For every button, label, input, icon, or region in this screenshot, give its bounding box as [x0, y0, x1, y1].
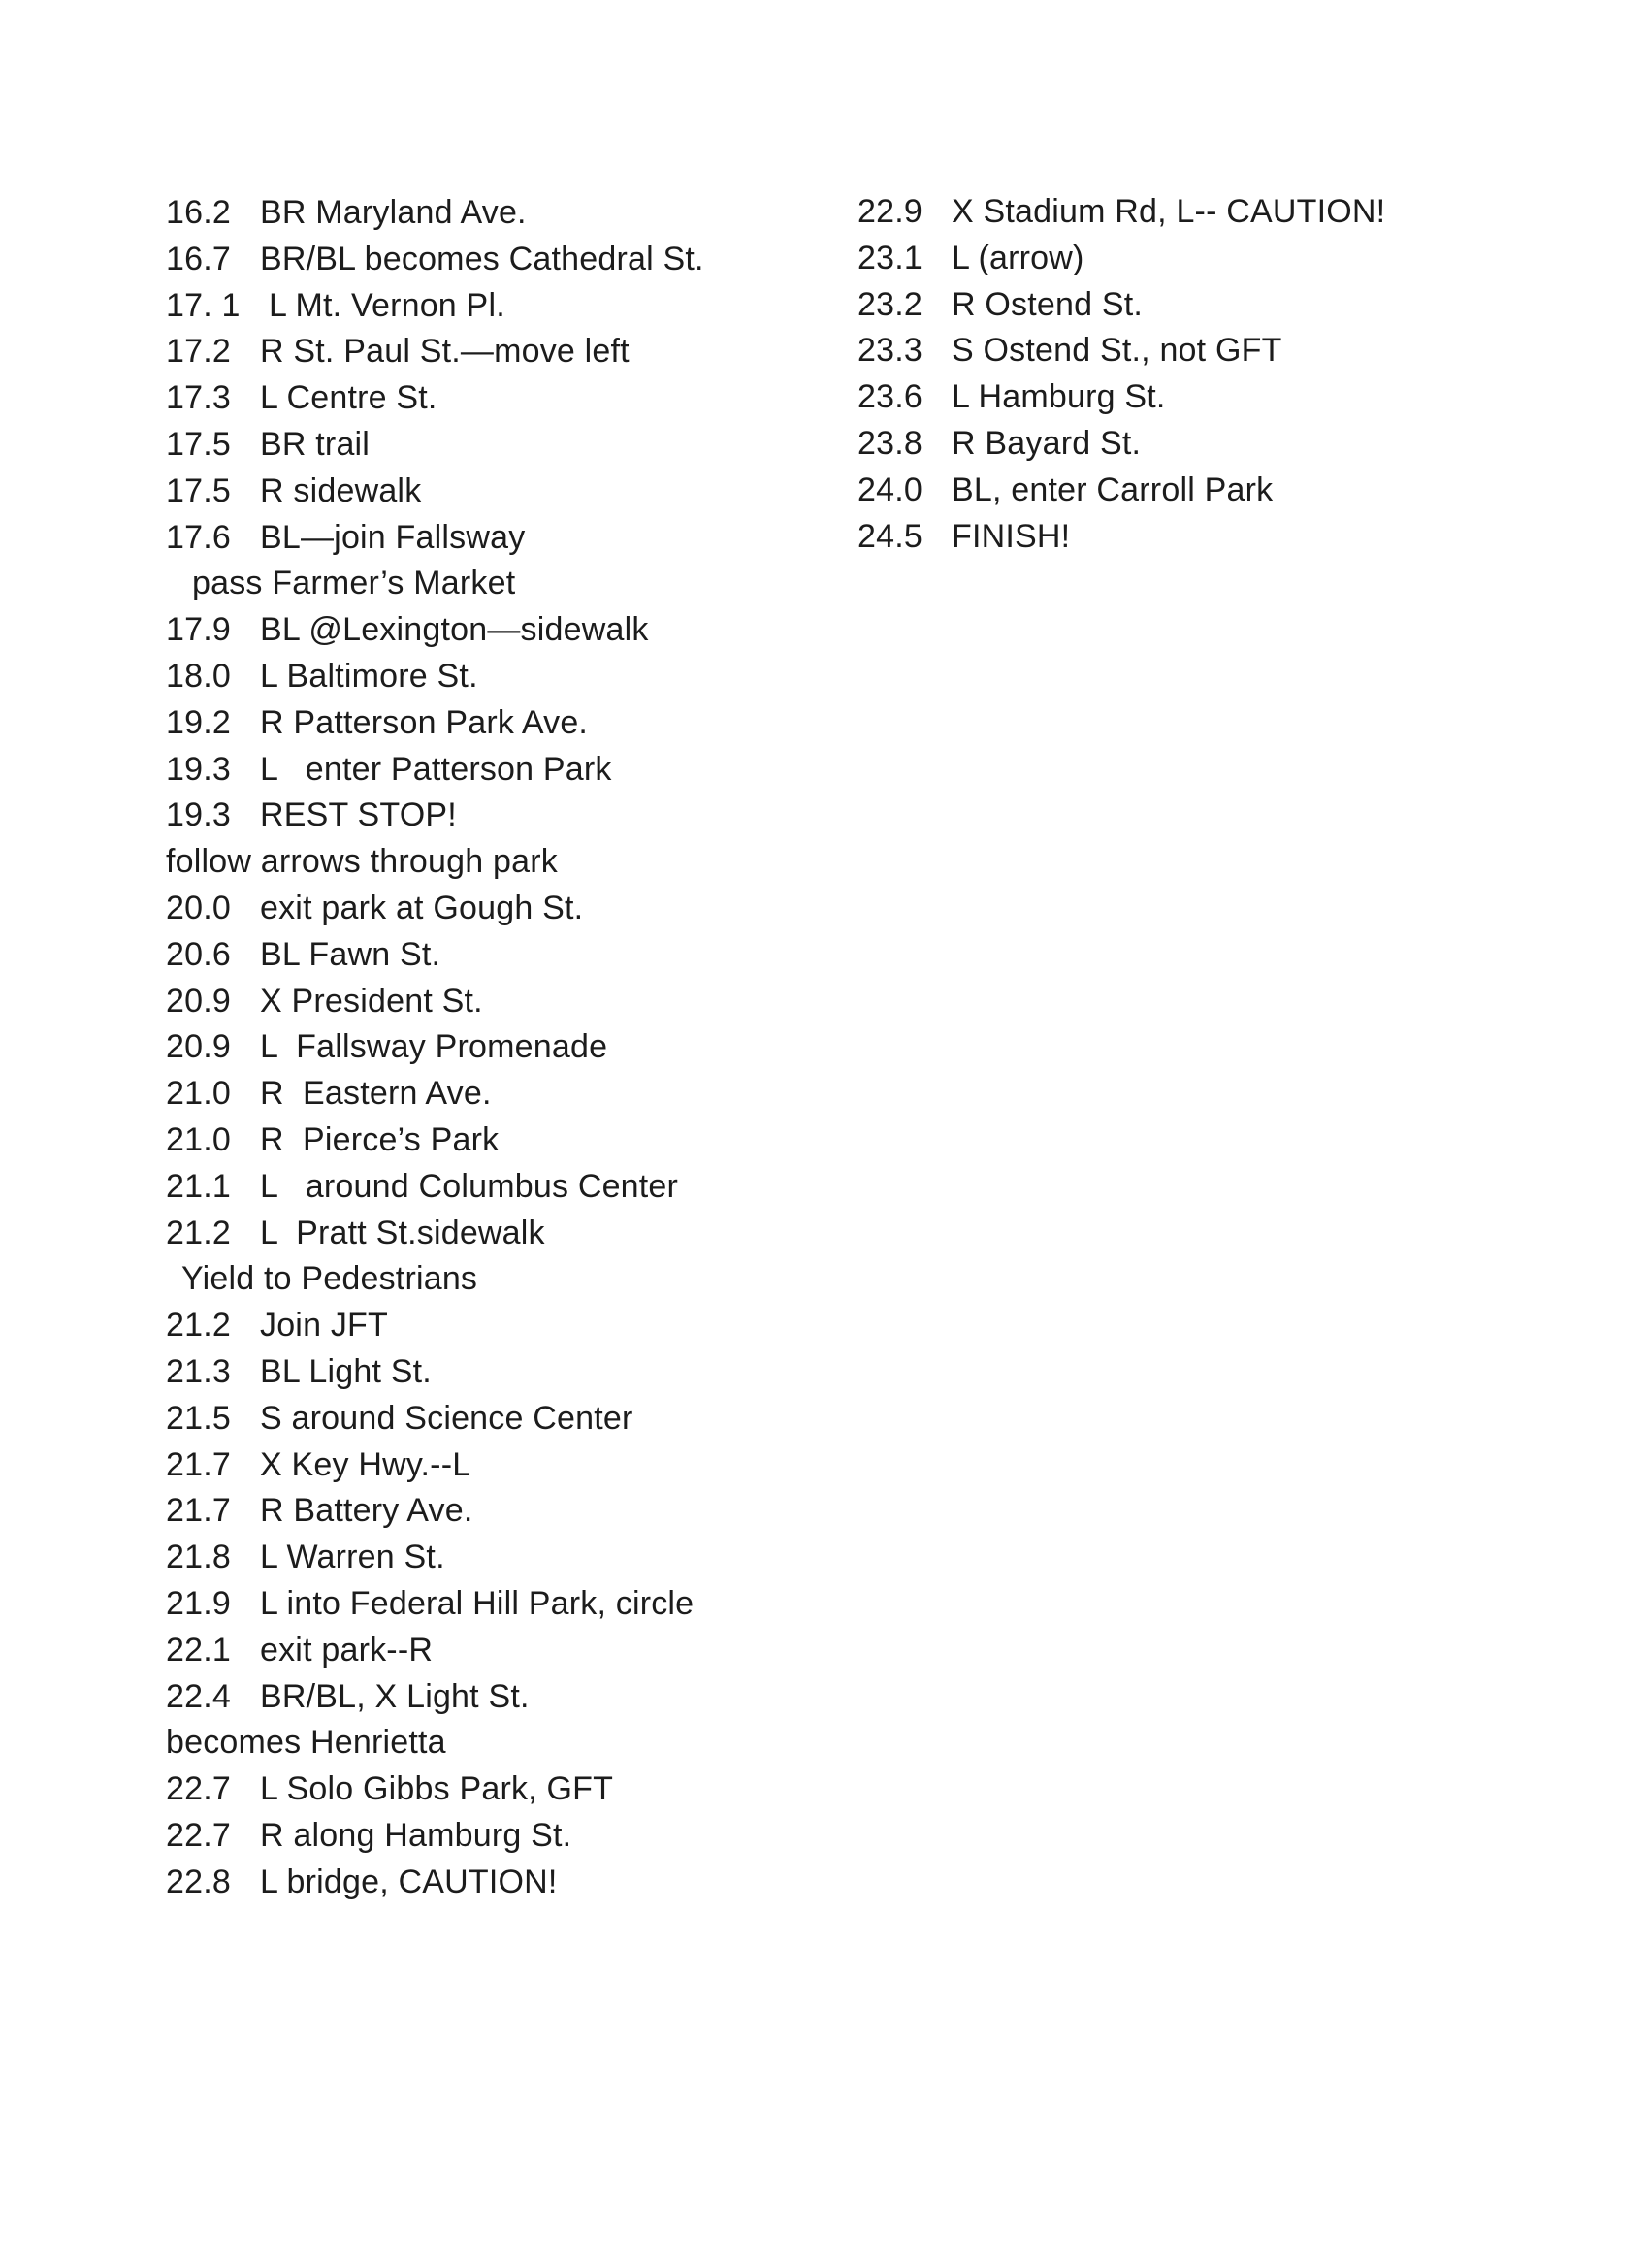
- cue-direction: BR trail: [260, 425, 371, 463]
- cue-mileage: 23.2: [857, 285, 922, 323]
- cue-direction: L Mt. Vernon Pl.: [269, 286, 505, 324]
- cue-direction: L Fallsway Promenade: [260, 1028, 608, 1066]
- cue-mileage: 21.7: [166, 1492, 231, 1530]
- cue-direction: L around Columbus Center: [260, 1167, 679, 1205]
- cue-mileage: 21.0: [166, 1075, 231, 1113]
- cue-row: [166, 1442, 787, 1489]
- cue-row: [166, 1813, 787, 1860]
- cue-mileage: 17.9: [166, 611, 231, 649]
- cue-row: [166, 422, 787, 469]
- cue-row: [857, 236, 1556, 282]
- cue-direction: R Ostend St.: [952, 285, 1144, 323]
- cue-row: [857, 282, 1556, 329]
- cue-direction: S Ostend St., not GFT: [952, 332, 1282, 370]
- cue-row: [166, 1581, 787, 1628]
- cue-direction: Join JFT: [260, 1307, 388, 1345]
- cue-row: [166, 1071, 787, 1118]
- cue-mileage: 22.1: [166, 1631, 231, 1669]
- cue-mileage: 21.2: [166, 1307, 231, 1345]
- cue-direction: L Hamburg St.: [952, 378, 1166, 416]
- cue-direction: S around Science Center: [260, 1399, 633, 1437]
- cue-mileage: 21.0: [166, 1120, 231, 1158]
- cue-row: [857, 189, 1556, 236]
- cue-row: [166, 375, 787, 422]
- cue-note: [166, 561, 787, 607]
- cue-row: [857, 468, 1556, 514]
- cue-direction: FINISH!: [952, 517, 1071, 555]
- cue-mileage: 21.8: [166, 1539, 231, 1576]
- cue-direction: X Key Hwy.--L: [260, 1445, 471, 1483]
- cue-row: [166, 515, 787, 562]
- cue-mileage: 24.5: [857, 517, 922, 555]
- cue-direction: BL Light St.: [260, 1352, 432, 1390]
- cue-row: [166, 700, 787, 747]
- cue-direction: exit park--R: [260, 1631, 434, 1669]
- cue-direction: R along Hamburg St.: [260, 1816, 572, 1854]
- cue-row: [166, 654, 787, 700]
- cue-direction: BR Maryland Ave.: [260, 194, 527, 231]
- cue-row: [166, 1535, 787, 1581]
- cue-direction: X Stadium Rd, L-- CAUTION!: [952, 193, 1386, 230]
- cue-note-text: Yield to Pedestrians: [181, 1260, 478, 1298]
- cue-row: [857, 328, 1556, 374]
- cue-row: [166, 979, 787, 1025]
- cue-direction: R sidewalk: [260, 471, 422, 509]
- cue-mileage: 19.3: [166, 796, 231, 834]
- cue-mileage: 22.7: [166, 1770, 231, 1808]
- cue-row: [166, 1211, 787, 1257]
- cue-mileage: 17.2: [166, 333, 231, 371]
- cue-row: [166, 1628, 787, 1674]
- cue-row: [166, 329, 787, 375]
- cue-row: [166, 886, 787, 932]
- cue-direction: BL, enter Carroll Park: [952, 470, 1274, 508]
- cue-direction: BR/BL becomes Cathedral St.: [260, 240, 704, 277]
- cue-row: [166, 1674, 787, 1721]
- cue-direction: L Baltimore St.: [260, 657, 478, 695]
- cue-mileage: 19.2: [166, 703, 231, 741]
- cue-mileage: 17.6: [166, 518, 231, 556]
- cue-row: [166, 190, 787, 237]
- cue-mileage: 18.0: [166, 657, 231, 695]
- cue-row: [166, 1766, 787, 1813]
- cue-direction: R Battery Ave.: [260, 1492, 473, 1530]
- cue-row: [857, 421, 1556, 468]
- cue-note-text: follow arrows through park: [166, 843, 558, 881]
- cue-mileage: 22.9: [857, 193, 922, 230]
- cue-note-text: pass Farmer’s Market: [192, 565, 516, 602]
- cue-row: [166, 1349, 787, 1396]
- cue-direction: R St. Paul St.—move left: [260, 333, 630, 371]
- cue-direction: L enter Patterson Park: [260, 750, 612, 788]
- cue-mileage: 21.9: [166, 1584, 231, 1622]
- cue-row: [166, 1396, 787, 1442]
- cue-mileage: 21.3: [166, 1352, 231, 1390]
- cue-mileage: 20.9: [166, 1028, 231, 1066]
- cue-mileage: 23.3: [857, 332, 922, 370]
- cue-row: [166, 283, 787, 330]
- cue-mileage: 19.3: [166, 750, 231, 788]
- cue-mileage: 24.0: [857, 470, 922, 508]
- cue-row: [166, 1303, 787, 1349]
- cue-mileage: 17. 1: [166, 286, 241, 324]
- cue-row: [166, 1164, 787, 1211]
- cue-direction: BR/BL, X Light St.: [260, 1677, 530, 1715]
- cue-row: [166, 607, 787, 654]
- cue-direction: BL Fawn St.: [260, 935, 441, 973]
- cue-row: [166, 1024, 787, 1071]
- cue-mileage: 17.5: [166, 471, 231, 509]
- cue-mileage: 20.6: [166, 935, 231, 973]
- cue-direction: exit park at Gough St.: [260, 889, 584, 926]
- cue-direction: X President St.: [260, 982, 483, 1020]
- cue-mileage: 16.7: [166, 240, 231, 277]
- cue-row: [166, 793, 787, 839]
- cue-direction: L into Federal Hill Park, circle: [260, 1584, 695, 1622]
- cue-row: [166, 237, 787, 283]
- cue-direction: L bridge, CAUTION!: [260, 1863, 558, 1900]
- cue-direction: R Eastern Ave.: [260, 1075, 492, 1113]
- cue-note: [166, 1720, 787, 1766]
- cue-note: [166, 839, 787, 886]
- cue-row: [166, 1860, 787, 1906]
- cue-direction: L Centre St.: [260, 379, 437, 417]
- cue-mileage: 22.8: [166, 1863, 231, 1900]
- cue-direction: R Bayard St.: [952, 424, 1142, 462]
- cue-direction: L (arrow): [952, 239, 1084, 276]
- cue-mileage: 20.9: [166, 982, 231, 1020]
- cue-direction: REST STOP!: [260, 796, 457, 834]
- cue-row: [166, 747, 787, 794]
- cue-mileage: 16.2: [166, 194, 231, 231]
- cue-direction: L Warren St.: [260, 1539, 445, 1576]
- cue-direction: L Solo Gibbs Park, GFT: [260, 1770, 614, 1808]
- cue-note-text: becomes Henrietta: [166, 1724, 446, 1762]
- cue-row: [857, 374, 1556, 421]
- cue-mileage: 17.5: [166, 425, 231, 463]
- cue-mileage: 20.0: [166, 889, 231, 926]
- cue-row: [857, 514, 1556, 561]
- cue-direction: R Patterson Park Ave.: [260, 703, 589, 741]
- cue-row: [166, 1488, 787, 1535]
- cue-mileage: 23.1: [857, 239, 922, 276]
- cue-mileage: 21.2: [166, 1214, 231, 1251]
- cue-mileage: 23.8: [857, 424, 922, 462]
- cue-note: [166, 1256, 787, 1303]
- cue-mileage: 22.4: [166, 1677, 231, 1715]
- cue-mileage: 23.6: [857, 378, 922, 416]
- cue-mileage: 21.1: [166, 1167, 231, 1205]
- cue-mileage: 17.3: [166, 379, 231, 417]
- cue-row: [166, 469, 787, 515]
- cue-mileage: 21.5: [166, 1399, 231, 1437]
- cue-direction: BL—join Fallsway: [260, 518, 526, 556]
- cue-list-right: [857, 189, 1556, 560]
- cue-direction: L Pratt St.sidewalk: [260, 1214, 545, 1251]
- cue-list-left: [166, 190, 787, 1905]
- cue-row: [166, 932, 787, 979]
- cue-mileage: 21.7: [166, 1445, 231, 1483]
- cue-mileage: 22.7: [166, 1816, 231, 1854]
- cue-row: [166, 1118, 787, 1164]
- cue-direction: R Pierce’s Park: [260, 1120, 500, 1158]
- cue-direction: BL @Lexington—sidewalk: [260, 611, 649, 649]
